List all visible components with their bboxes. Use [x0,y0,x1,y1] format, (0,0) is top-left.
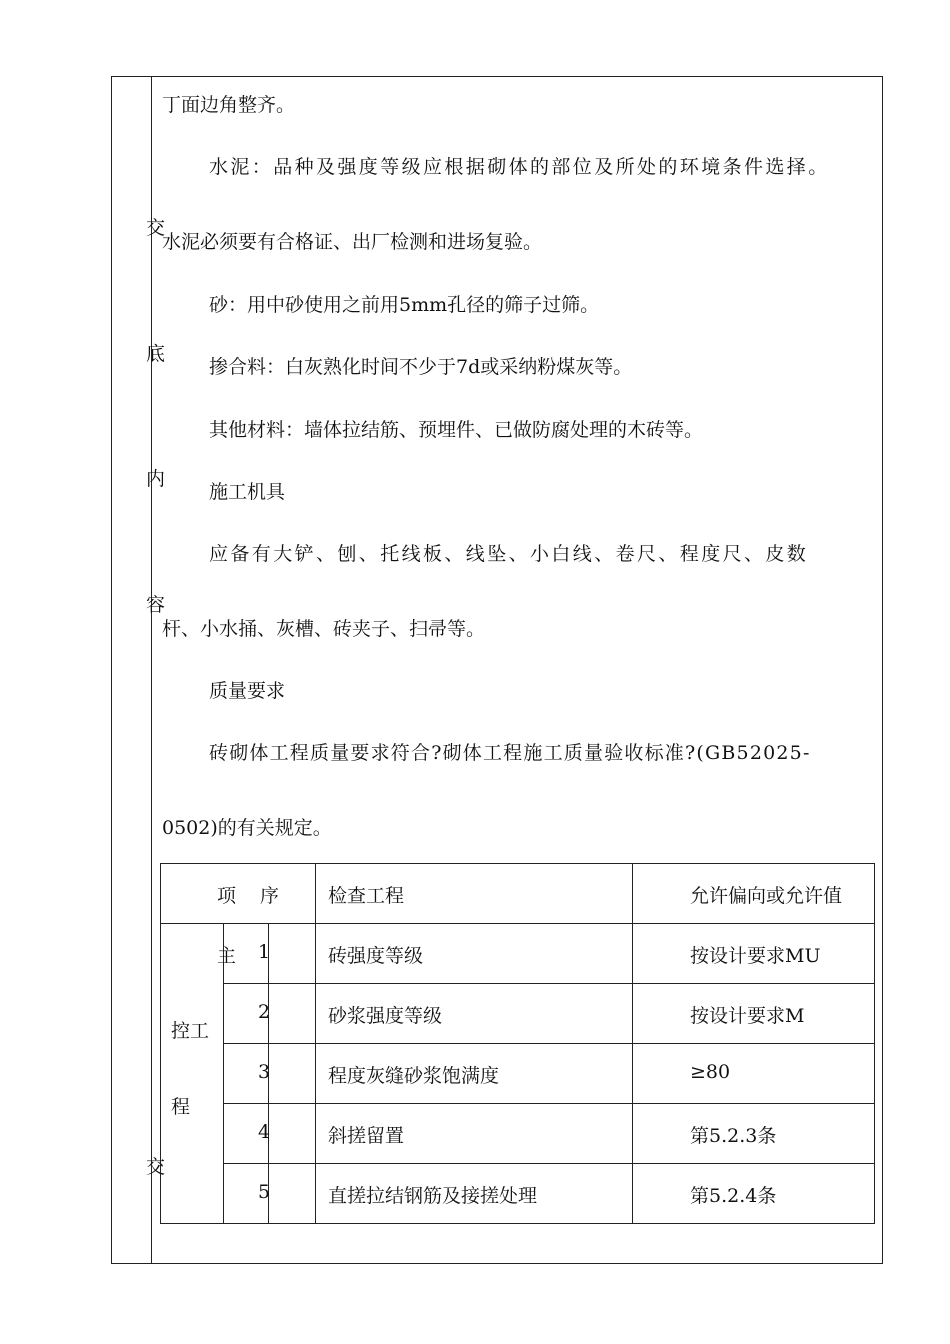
side-label-di: 底 [146,343,166,365]
table-row [161,1044,875,1104]
table-row [161,924,875,984]
side-label-nei: 内 [146,468,166,490]
row-number: 3 [258,1061,271,1083]
row-value: 按设计要求MU [690,945,821,967]
paragraph-line: 水泥：品种及强度等级应根据砌体的部位及所处的环境条件选择。 [209,156,830,178]
header-item: 项 [217,885,237,907]
row-item: 斜搓留置 [328,1125,405,1147]
inspection-table [160,863,875,1224]
paragraph-line: 砂：用中砂使用之前用5mm孔径的筛子过筛。 [209,294,600,316]
header-tolerance: 允许偏向或允许值 [690,885,843,907]
row-value: 按设计要求M [690,1005,805,1027]
row-number: 1 [258,941,271,963]
group-label-mid: 控工 [171,1020,210,1042]
paragraph-line: 杆、小水捅、灰槽、砖夹子、扫帚等。 [162,618,486,640]
table-row [161,984,875,1044]
row-value: 第5.2.3条 [690,1125,777,1147]
row-number: 4 [258,1121,271,1143]
row-item: 砖强度等级 [328,945,424,967]
group-label-bottom: 程 [171,1096,191,1118]
row-item: 直搓拉结钢筋及接搓处理 [328,1185,538,1207]
group-cell [161,924,237,1224]
table-row [161,1104,875,1164]
row-item: 程度灰缝砂浆饱满度 [328,1065,500,1087]
row-number: 5 [258,1181,271,1203]
paragraph-line: 掺合料：白灰熟化时间不少于7d或采纳粉煤灰等。 [209,356,633,378]
row-value: 第5.2.4条 [690,1185,777,1207]
row-item: 砂浆强度等级 [328,1005,443,1027]
section-heading-tools: 施工机具 [209,481,286,503]
paragraph-line: 0502)的有关规定。 [162,817,332,839]
header-check-item: 检查工程 [328,885,405,907]
side-label-jiao-2: 交 [146,1156,166,1178]
paragraph-line: 砖砌体工程质量要求符合?砌体工程施工质量验收标准?(GB52025- [209,742,811,764]
paragraph-line: 其他材料：墙体拉结筋、预埋件、已做防腐处理的木砖等。 [209,419,704,441]
paragraph-line: 水泥必须要有合格证、出厂检测和进场复验。 [162,231,543,253]
section-heading-quality: 质量要求 [209,680,286,702]
header-seq: 序 [260,885,280,907]
paragraph-line: 丁面边角整齐。 [162,94,296,116]
side-label-rong: 容 [146,594,166,616]
column-divider [151,76,152,1264]
table-row [161,1164,875,1224]
row-number: 2 [258,1001,271,1023]
group-label-top: 主 [217,945,237,967]
row-value: ≥80 [690,1061,731,1083]
table-header-row [161,864,875,924]
side-label-jiao: 交 [146,217,166,239]
paragraph-line: 应备有大铲、刨、托线板、线坠、小白线、卷尺、程度尺、皮数 [209,543,809,565]
